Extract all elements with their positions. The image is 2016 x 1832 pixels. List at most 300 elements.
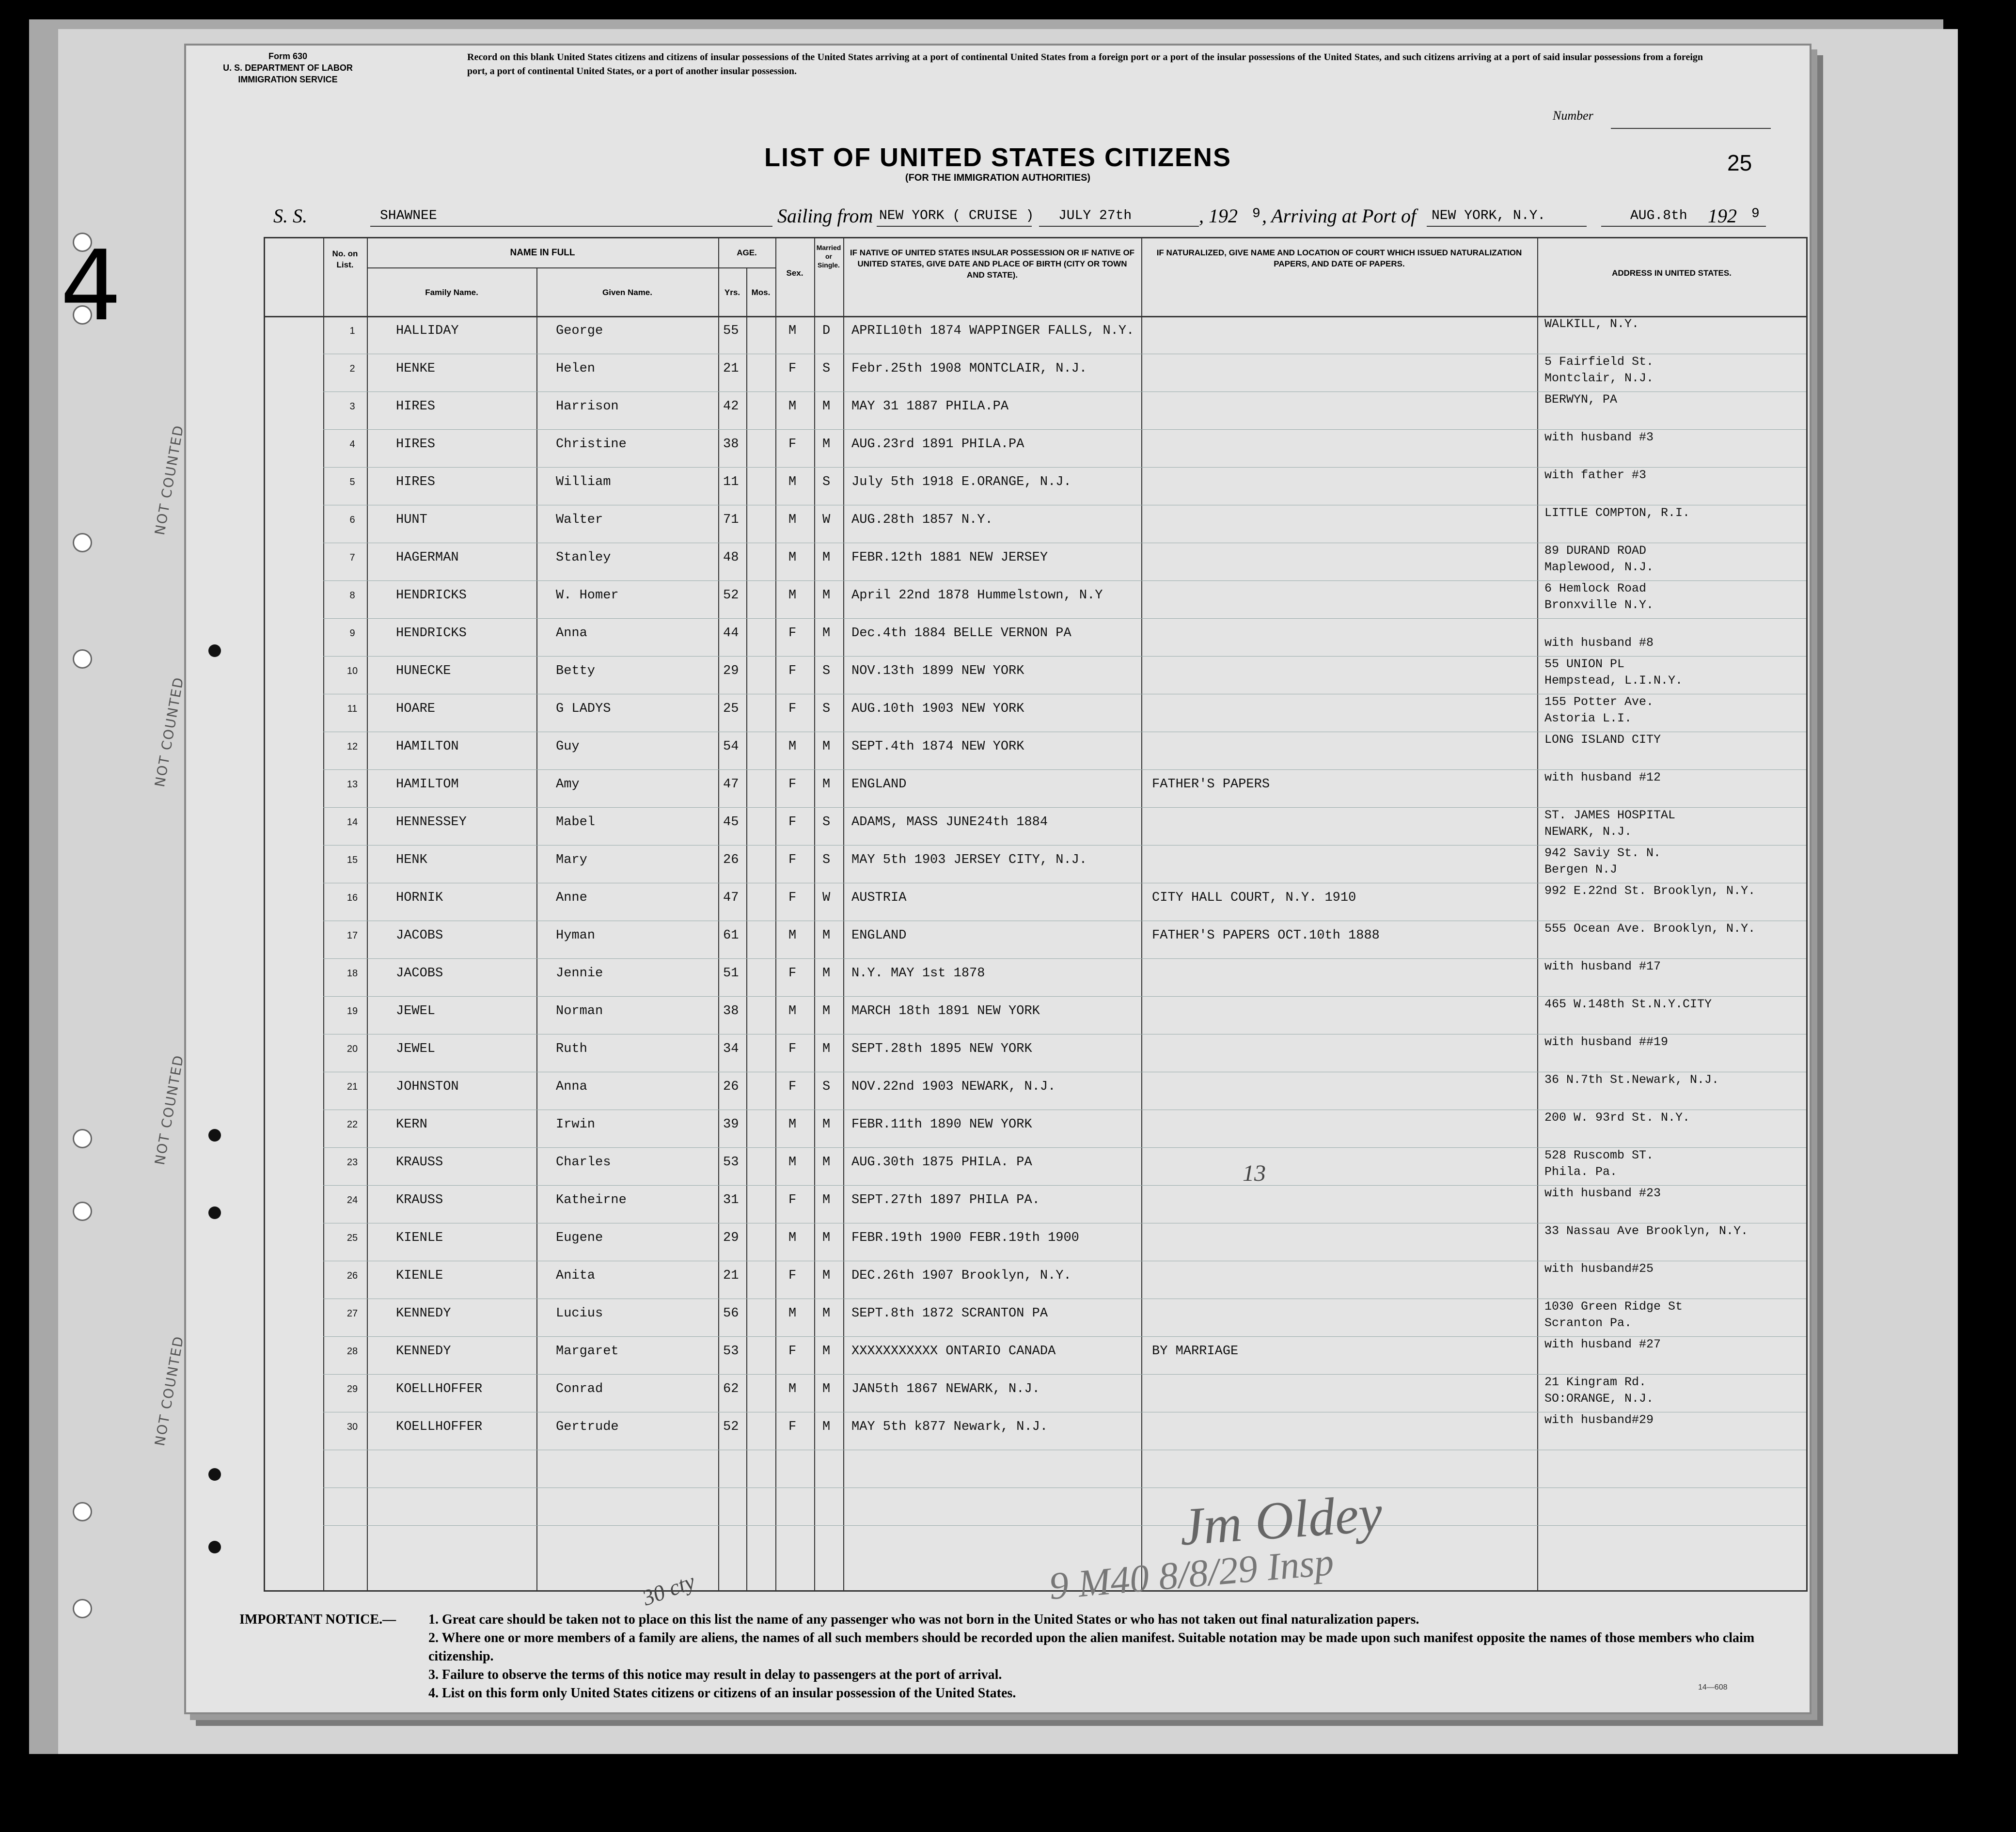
birth-place-date: N.Y. MAY 1st 1878 (851, 966, 985, 981)
header-mos: Mos. (751, 288, 771, 297)
address-line-1: 1030 Green Ridge St (1544, 1300, 1683, 1314)
row-number: 5 (349, 477, 355, 487)
header-name-in-full: NAME IN FULL (510, 248, 575, 258)
birth-place-date: JAN5th 1867 NEWARK, N.J. (851, 1382, 1040, 1396)
arrival-port[interactable]: NEW YORK, N.Y. (1432, 208, 1546, 223)
row-number: 25 (346, 1233, 358, 1243)
number-field[interactable] (1611, 128, 1771, 129)
page-number: 25 (1727, 150, 1752, 175)
print-code: 14—608 (1698, 1683, 1728, 1691)
marital-status: S (822, 664, 831, 678)
age-years: 71 (723, 513, 739, 527)
row-number: 12 (346, 741, 358, 752)
address-line-2: Maplewood, N.J. (1544, 560, 1654, 574)
age-years: 52 (723, 588, 739, 603)
ship-name[interactable]: SHAWNEE (380, 208, 437, 223)
address-line-1: with father #3 (1544, 468, 1647, 482)
age-years: 21 (723, 361, 739, 376)
row-number: 9 (349, 628, 355, 639)
family-name: HENDRICKS (396, 626, 467, 641)
year-digit[interactable]: 9 (1252, 206, 1260, 221)
given-name: Margaret (556, 1344, 619, 1359)
stamp-not-counted: NOT COUNTED (151, 1053, 187, 1166)
birth-place-date: SEPT.28th 1895 NEW YORK (851, 1042, 1032, 1056)
given-name: Irwin (556, 1117, 596, 1132)
family-name: JACOBS (396, 928, 443, 943)
given-name: Conrad (556, 1382, 603, 1396)
number-label: Number (1553, 109, 1593, 123)
binding-hole (73, 649, 92, 669)
marital-status: M (822, 1344, 831, 1359)
family-name: HAMILTOM (396, 777, 459, 792)
birth-place-date: AUG.23rd 1891 PHILA.PA (851, 437, 1024, 452)
address-line-1: with husband ##19 (1544, 1035, 1669, 1049)
punch-mark (208, 1206, 221, 1219)
marital-status: M (822, 777, 831, 792)
address-line-2: Scranton Pa. (1544, 1316, 1632, 1330)
given-name: Guy (556, 739, 580, 754)
row-number: 14 (346, 817, 358, 828)
header-given-name: Given Name. (602, 288, 652, 297)
header-birth: IF NATIVE OF UNITED STATES INSULAR POSSESSION OR IF NATIVE OF UNITED STATES, GIVE DATE AND PLACE OF BIRTH (CITY OR TOWN AND STATE). (850, 248, 1135, 280)
address-line-2: Hempstead, L.I.N.Y. (1544, 673, 1683, 688)
sex: M (788, 928, 797, 943)
sex: F (788, 626, 797, 641)
naturalization-info: FATHER'S PAPERS (1152, 777, 1270, 792)
row-number: 18 (346, 968, 358, 979)
sex: F (788, 702, 797, 716)
row-number: 10 (346, 666, 358, 676)
address-line-1: 36 N.7th St.Newark, N.J. (1544, 1073, 1719, 1087)
row-number: 2 (349, 363, 355, 374)
sex: F (788, 1193, 797, 1207)
family-name: HENNESSEY (396, 815, 467, 830)
row-number: 29 (346, 1384, 358, 1394)
family-name: JEWEL (396, 1042, 436, 1056)
marital-status: M (822, 626, 831, 641)
address-line-1: 55 UNION PL (1544, 657, 1625, 671)
sex: M (788, 1117, 797, 1132)
family-name: HUNT (396, 513, 427, 527)
address-line-1: LONG ISLAND CITY (1544, 733, 1661, 747)
given-name: Lucius (556, 1306, 603, 1321)
sex: F (788, 1268, 797, 1283)
header-no: No. on List. (332, 249, 358, 269)
punch-mark (208, 1468, 221, 1481)
form-number: Form 630 (268, 51, 308, 61)
header-age: AGE. (737, 248, 757, 257)
birth-place-date: Dec.4th 1884 BELLE VERNON PA (851, 626, 1071, 641)
family-name: KOELLHOFFER (396, 1382, 483, 1396)
given-name: Charles (556, 1155, 611, 1170)
family-name: JACOBS (396, 966, 443, 981)
arrival-date[interactable]: AUG.8th (1630, 208, 1687, 223)
row-number: 19 (346, 1006, 358, 1017)
stamp-not-counted: NOT COUNTED (151, 675, 187, 788)
marital-status: M (822, 1382, 831, 1396)
family-name: HIRES (396, 437, 436, 452)
birth-place-date: SEPT.4th 1874 NEW YORK (851, 739, 1024, 754)
age-years: 55 (723, 324, 739, 338)
family-name: HOARE (396, 702, 436, 716)
inspector-date-note: 9 M40 8/8/29 Insp (1047, 1540, 1336, 1608)
address-line-1: with husband #27 (1544, 1337, 1661, 1351)
sex: M (788, 739, 797, 754)
birth-place-date: ENGLAND (851, 928, 907, 943)
age-years: 29 (723, 664, 739, 678)
family-name: KERN (396, 1117, 427, 1132)
age-years: 38 (723, 1004, 739, 1018)
family-name: JEWEL (396, 1004, 436, 1018)
row-number: 13 (346, 779, 358, 790)
age-years: 26 (723, 853, 739, 867)
binding-hole (73, 1599, 92, 1618)
row-number: 6 (349, 515, 355, 525)
header-sex: Sex. (786, 268, 803, 278)
marital-status: S (822, 1080, 831, 1094)
birth-place-date: AUG.30th 1875 PHILA. PA (851, 1155, 1032, 1170)
row-number: 26 (346, 1270, 358, 1281)
stamp-not-counted: NOT COUNTED (151, 1334, 187, 1447)
punch-mark (208, 1129, 221, 1142)
address-line-2: Astoria L.I. (1544, 711, 1632, 725)
address-line-1: with husband #3 (1544, 430, 1654, 444)
row-number: 17 (346, 930, 358, 941)
naturalization-info: CITY HALL COURT, N.Y. 1910 (1152, 891, 1356, 905)
age-years: 62 (723, 1382, 739, 1396)
birth-place-date: NOV.22nd 1903 NEWARK, N.J. (851, 1080, 1056, 1094)
family-name: HIRES (396, 475, 436, 489)
department-name: U. S. DEPARTMENT OF LABOR (223, 63, 353, 73)
marital-status: D (822, 324, 831, 338)
birth-place-date: MAY 5th 1903 JERSEY CITY, N.J. (851, 853, 1087, 867)
age-years: 34 (723, 1042, 739, 1056)
given-name: William (556, 475, 611, 489)
age-years: 56 (723, 1306, 739, 1321)
family-name: HORNIK (396, 891, 443, 905)
marital-status: S (822, 702, 831, 716)
sex: M (788, 588, 797, 603)
age-years: 51 (723, 966, 739, 981)
given-name: Ruth (556, 1042, 587, 1056)
given-name: Walter (556, 513, 603, 527)
inspector-signature: Jm Oldey (1178, 1483, 1385, 1557)
age-years: 29 (723, 1231, 739, 1245)
birth-place-date: AUG.10th 1903 NEW YORK (851, 702, 1024, 716)
family-name: HENKE (396, 361, 436, 376)
marital-status: M (822, 550, 831, 565)
given-name: Betty (556, 664, 596, 678)
marital-status: M (822, 588, 831, 603)
age-years: 53 (723, 1155, 739, 1170)
sex: F (788, 891, 797, 905)
marital-status: M (822, 1004, 831, 1018)
marital-status: M (822, 1042, 831, 1056)
marital-status: S (822, 853, 831, 867)
birth-place-date: MAY 5th k877 Newark, N.J. (851, 1420, 1048, 1434)
marital-status: W (822, 513, 831, 527)
age-years: 48 (723, 550, 739, 565)
family-name: KENNEDY (396, 1306, 451, 1321)
marital-status: S (822, 815, 831, 830)
sex: M (788, 1382, 797, 1396)
birth-place-date: SEPT.27th 1897 PHILA PA. (851, 1193, 1040, 1207)
age-years: 39 (723, 1117, 739, 1132)
birth-place-date: ENGLAND (851, 777, 907, 792)
birth-place-date: AUSTRIA (851, 891, 907, 905)
address-line-1: 528 Ruscomb ST. (1544, 1148, 1654, 1162)
marital-status: M (822, 1306, 831, 1321)
sex: M (788, 324, 797, 338)
sex: M (788, 1306, 797, 1321)
sex: M (788, 1155, 797, 1170)
sex: F (788, 437, 797, 452)
family-name: HALLIDAY (396, 324, 459, 338)
row-number: 21 (346, 1081, 358, 1092)
marital-status: M (822, 928, 831, 943)
marital-status: S (822, 475, 831, 489)
address-line-2: Bergen N.J (1544, 862, 1618, 877)
age-years: 21 (723, 1268, 739, 1283)
marital-status: M (822, 1420, 831, 1434)
row-number: 27 (346, 1308, 358, 1319)
row-number: 4 (349, 439, 355, 450)
sex: M (788, 1231, 797, 1245)
family-name: HAGERMAN (396, 550, 459, 565)
header-yrs: Yrs. (724, 288, 740, 297)
address-line-1: 155 Potter Ave. (1544, 695, 1654, 709)
given-name: W. Homer (556, 588, 619, 603)
arrival-year-prefix: 192 (1708, 205, 1737, 227)
family-name: KIENLE (396, 1268, 443, 1283)
given-name: Hyman (556, 928, 596, 943)
row-number: 22 (346, 1119, 358, 1130)
handwritten-sheet-number: 4 (60, 230, 122, 343)
age-years: 25 (723, 702, 739, 716)
sex: M (788, 475, 797, 489)
sex: M (788, 1004, 797, 1018)
sex: M (788, 550, 797, 565)
row-number: 16 (346, 893, 358, 903)
sailing-label: Sailing from (777, 205, 873, 227)
punch-mark (208, 1541, 221, 1553)
sex: F (788, 1080, 797, 1094)
sex: F (788, 664, 797, 678)
family-name: HENK (396, 853, 427, 867)
naturalization-info: BY MARRIAGE (1152, 1344, 1239, 1359)
marital-status: M (822, 399, 831, 414)
row-number: 3 (349, 401, 355, 412)
notice-item: 3. Failure to observe the terms of this notice may result in delay to passengers at the port of arrival. (428, 1667, 1002, 1682)
birth-place-date: NOV.13th 1899 NEW YORK (851, 664, 1024, 678)
row-number: 15 (346, 855, 358, 865)
age-years: 45 (723, 815, 739, 830)
address-line-1: WALKILL, N.Y. (1544, 317, 1639, 331)
birth-place-date: APRIL10th 1874 WAPPINGER FALLS, N.Y. (851, 324, 1134, 338)
sex: F (788, 966, 797, 981)
service-name: IMMIGRATION SERVICE (238, 75, 338, 84)
arriving-label: , Arriving at Port of (1262, 205, 1417, 227)
marital-status: M (822, 1231, 831, 1245)
address-line-1: 200 W. 93rd St. N.Y. (1544, 1111, 1690, 1125)
address-line-1: 942 Saviy St. N. (1544, 846, 1661, 860)
given-name: Anne (556, 891, 587, 905)
marital-status: M (822, 1155, 831, 1170)
binding-hole (73, 533, 92, 552)
given-name: Mary (556, 853, 587, 867)
address-line-1: 992 E.22nd St. Brooklyn, N.Y. (1544, 884, 1756, 898)
row-number: 28 (346, 1346, 358, 1357)
family-name: KENNEDY (396, 1344, 451, 1359)
marital-status: M (822, 966, 831, 981)
passenger-table (264, 237, 1808, 1592)
family-name: HENDRICKS (396, 588, 467, 603)
row-number: 8 (349, 590, 355, 601)
sex: F (788, 1344, 797, 1359)
address-line-1: 6 Hemlock Road (1544, 581, 1647, 595)
naturalization-info: FATHER'S PAPERS OCT.10th 1888 (1152, 928, 1380, 943)
given-name: George (556, 324, 603, 338)
age-years: 26 (723, 1080, 739, 1094)
given-name: Anita (556, 1268, 596, 1283)
notice-item: 1. Great care should be taken not to place on this list the name of any passenger who was not born in the United States or who has not taken out final naturalization papers. (428, 1612, 1419, 1627)
address-line-2: Montclair, N.J. (1544, 371, 1654, 385)
given-name: Harrison (556, 399, 619, 414)
age-years: 47 (723, 777, 739, 792)
form-instructions: Record on this blank United States citizens and citizens of insular possessions of the United States arriving at a port of continental United States from a foreign port or a port of the insular possessions of the United States, and such citizens arriving at a port of said insular possessions from a foreign port, a port of continental United States, or a port of another insular possession. (467, 52, 1703, 77)
family-name: KIENLE (396, 1231, 443, 1245)
address-line-2: SO:ORANGE, N.J. (1544, 1392, 1654, 1406)
marital-status: M (822, 1193, 831, 1207)
sex: F (788, 815, 797, 830)
sailing-from[interactable]: NEW YORK ( CRUISE ) (879, 208, 1034, 223)
address-line-1: 555 Ocean Ave. Brooklyn, N.Y. (1544, 922, 1756, 936)
address-line-1: 5 Fairfield St. (1544, 355, 1654, 369)
age-years: 38 (723, 437, 739, 452)
row-number: 7 (349, 552, 355, 563)
binding-hole (73, 1502, 92, 1521)
given-name: Anna (556, 626, 587, 641)
form-subtitle: (FOR THE IMMIGRATION AUTHORITIES) (905, 172, 1091, 183)
notice-item: 2. Where one or more members of a family are aliens, the names of all such members should be recorded upon the alien manifest. Suitable notation may be made upon such manifest opposite the names of those members who claim citizenship. (428, 1630, 1755, 1664)
age-years: 31 (723, 1193, 739, 1207)
address-line-1: 33 Nassau Ave Brooklyn, N.Y. (1544, 1224, 1748, 1238)
handwritten-note: 30 cty (639, 1568, 698, 1611)
notice-label: IMPORTANT NOTICE.— (239, 1612, 396, 1627)
row-number: 20 (346, 1044, 358, 1054)
address-line-1: with husband#25 (1544, 1262, 1654, 1276)
age-years: 54 (723, 739, 739, 754)
birth-place-date: MAY 31 1887 PHILA.PA (851, 399, 1009, 414)
sex: M (788, 513, 797, 527)
birth-place-date: ADAMS, MASS JUNE24th 1884 (851, 815, 1048, 830)
given-name: Katheirne (556, 1193, 627, 1207)
marital-status: M (822, 739, 831, 754)
age-years: 47 (723, 891, 739, 905)
address-line-1: BERWYN, PA (1544, 392, 1618, 407)
given-name: Norman (556, 1004, 603, 1018)
binding-hole (73, 1202, 92, 1221)
given-name: Mabel (556, 815, 596, 830)
ss-label: S. S. (273, 205, 307, 227)
row-number: 11 (347, 704, 358, 714)
row-number: 1 (349, 326, 355, 336)
arrival-year-digit[interactable]: 9 (1751, 206, 1760, 221)
marital-status: M (822, 1117, 831, 1132)
row-number: 30 (346, 1422, 358, 1432)
address-line-1: with husband#29 (1544, 1413, 1654, 1427)
given-name: Jennie (556, 966, 603, 981)
given-name: G LADYS (556, 702, 611, 716)
form-department-header (215, 50, 361, 85)
row-number: 23 (346, 1157, 358, 1168)
notice-item: 4. List on this form only United States citizens or citizens of an insular possession of the United States. (428, 1686, 1016, 1701)
marital-status: M (822, 437, 831, 452)
birth-place-date: XXXXXXXXXXX ONTARIO CANADA (851, 1344, 1056, 1359)
marital-status: S (822, 361, 831, 376)
sex: F (788, 361, 797, 376)
header-address: ADDRESS IN UNITED STATES. (1612, 268, 1732, 278)
voyage-line (273, 200, 1800, 234)
address-line-2: with husband #8 (1544, 636, 1654, 650)
address-line-1: with husband #23 (1544, 1186, 1661, 1200)
marital-status: W (822, 891, 831, 905)
age-years: 11 (723, 475, 739, 489)
sex: M (788, 399, 797, 414)
year-prefix: , 192 (1199, 205, 1238, 227)
birth-place-date: FEBR.19th 1900 FEBR.19th 1900 (851, 1231, 1079, 1245)
sex: F (788, 777, 797, 792)
header-naturalization: IF NATURALIZED, GIVE NAME AND LOCATION OF COURT WHICH ISSUED NATURALIZATION PAPERS, AND DATE OF PAPERS. (1156, 248, 1522, 268)
given-name: Amy (556, 777, 580, 792)
family-name: KOELLHOFFER (396, 1420, 483, 1434)
birth-place-date: July 5th 1918 E.ORANGE, N.J. (851, 475, 1071, 489)
given-name: Eugene (556, 1231, 603, 1245)
sailing-date[interactable]: JULY 27th (1058, 208, 1132, 223)
given-name: Helen (556, 361, 596, 376)
address-line-1: 21 Kingram Rd. (1544, 1375, 1647, 1389)
form-title: LIST OF UNITED STATES CITIZENS (764, 143, 1231, 172)
header-marital-status: Married or Single. (816, 244, 841, 269)
birth-place-date: SEPT.8th 1872 SCRANTON PA (851, 1306, 1048, 1321)
age-years: 53 (723, 1344, 739, 1359)
family-name: HUNECKE (396, 664, 451, 678)
stamp-not-counted: NOT COUNTED (151, 423, 187, 536)
given-name: Christine (556, 437, 627, 452)
given-name: Gertrude (556, 1420, 619, 1434)
age-years: 52 (723, 1420, 739, 1434)
family-name: KRAUSS (396, 1155, 443, 1170)
sex: F (788, 1042, 797, 1056)
birth-place-date: MARCH 18th 1891 NEW YORK (851, 1004, 1040, 1018)
punch-mark (208, 644, 221, 657)
address-line-1: with husband #12 (1544, 770, 1661, 784)
given-name: Anna (556, 1080, 587, 1094)
sex: F (788, 853, 797, 867)
address-line-1: 89 DURAND ROAD (1544, 544, 1647, 558)
address-line-2: Phila. Pa. (1544, 1165, 1618, 1179)
birth-place-date: DEC.26th 1907 Brooklyn, N.Y. (851, 1268, 1071, 1283)
header-family-name: Family Name. (425, 288, 478, 297)
address-line-2: Bronxville N.Y. (1544, 598, 1654, 612)
given-name: Stanley (556, 550, 611, 565)
handwritten-count: 13 (1243, 1160, 1266, 1186)
address-line-1: ST. JAMES HOSPITAL (1544, 808, 1676, 822)
address-line-1: LITTLE COMPTON, R.I. (1544, 506, 1690, 520)
family-name: HIRES (396, 399, 436, 414)
address-line-1: with husband #17 (1544, 959, 1661, 973)
birth-place-date: AUG.28th 1857 N.Y. (851, 513, 993, 527)
